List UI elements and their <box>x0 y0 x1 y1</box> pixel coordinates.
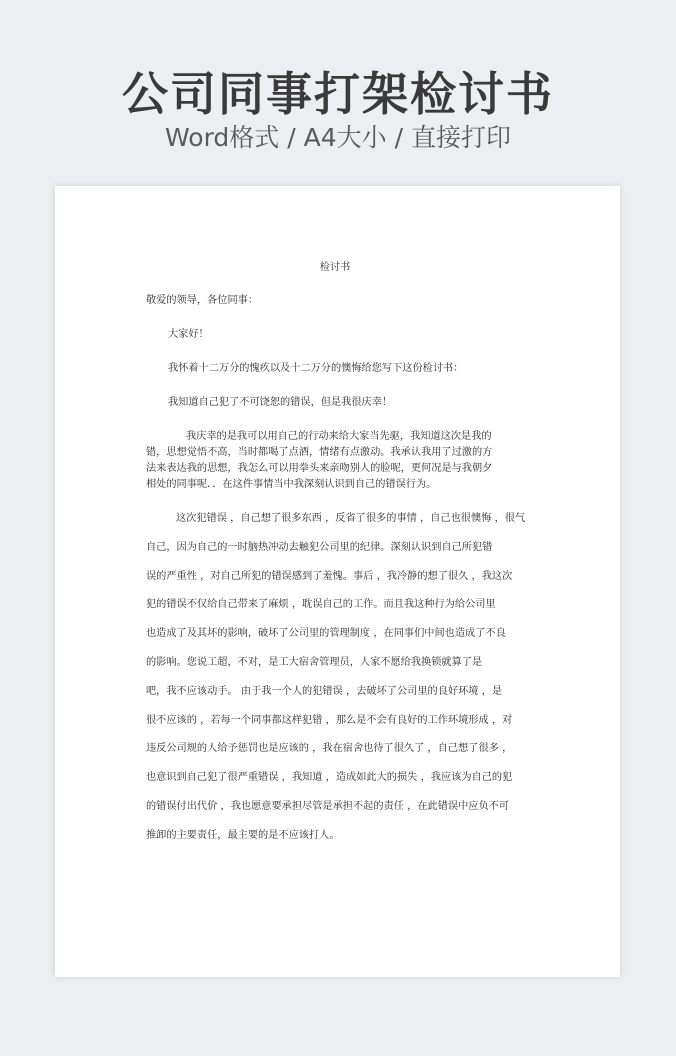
confession-line: 我知道自己犯了不可饶恕的错误，但是我很庆幸！ <box>168 397 393 408</box>
paragraph-2-line: 自己，因为自己的一时脑热冲动去触犯公司里的纪律。深刻认识到自己所犯错 <box>146 541 493 553</box>
document-title: 检讨书 <box>319 262 351 273</box>
paragraph-1-line: 法来表达我的思想，我怎么可以用拳头来亲吻别人的脸呢，更何况是与我朝夕 <box>146 463 493 474</box>
paragraph-2-line: 很不应该的 ，若每一个同事都这样犯错 ，那么是不会有良好的工作环境形成 ，对 <box>146 714 513 726</box>
document-page <box>55 186 620 977</box>
paragraph-2-line: 误的严重性 ，对自己所犯的错误感到了羞愧。事后 ，我冷静的想了很久 ，我这次 <box>146 570 513 582</box>
paragraph-1 <box>146 429 524 493</box>
paragraph-1-line: 我庆幸的是我可以用自己的行动来给大家当先驱，我知道这次是我的 <box>186 431 492 442</box>
paragraph-2-line: 犯的错误不仅给自己带来了麻烦 ，耽误自己的工作。而且我这种行为给公司里 <box>146 599 496 611</box>
greeting-line: 大家好！ <box>168 329 209 340</box>
banner-subtitle: Word格式 / A4大小 / 直接打印 <box>165 123 511 152</box>
paragraph-2-line: 吧，我不应该动手。 由于我一个人的犯错误 ，去破坏了公司里的良好环境 ，是 <box>146 685 503 697</box>
paragraph-2-line: 违反公司规的人给予惩罚也是应该的 ，我在宿舍也待了很久了 ，自己想了很多 ， <box>146 743 513 755</box>
paragraph-2-line: 也造成了及其坏的影响，破坏了公司里的管理制度 ，在同事们中间也造成了不良 <box>146 628 506 640</box>
paragraph-2-line: 的错误付出代价 ，我也愿意要承担尽管是承担不起的责任 ，在此错误中应负不可 <box>146 800 510 812</box>
banner-title: 公司同事打架检讨书 <box>122 67 554 121</box>
paragraph-2-line: 的影响。您说工超，不对，是工大宿舍管理员，人家不愿给我换锁就算了是 <box>146 656 483 668</box>
paragraph-2-line: 推卸的主要责任，最主要的是不应该打人。 <box>146 829 340 841</box>
paragraph-1-line: 相处的同事呢．．在这件事情当中我深刻认识到自己的错误行为。 <box>146 479 437 490</box>
paragraph-1-line: 错，思想觉悟不高，当时都喝了点酒，情绪有点激动。我承认我用了过激的方 <box>146 447 493 458</box>
document-body <box>146 260 524 851</box>
paragraph-2-line: 这次犯错误 ，自己想了很多东西 ，反省了很多的事情 ，自己也很懊悔 ，很气 <box>176 513 526 524</box>
salutation: 敬爱的领导，各位同事： <box>146 295 259 306</box>
paragraph-2 <box>146 505 524 851</box>
intro-line: 我怀着十二万分的愧疚以及十二万分的懊悔给您写下这份检讨书： <box>168 363 464 374</box>
paragraph-2-line: 也意识到自己犯了很严重错误 ，我知道 ，造成如此大的损失 ，我应该为自己的犯 <box>146 772 513 784</box>
